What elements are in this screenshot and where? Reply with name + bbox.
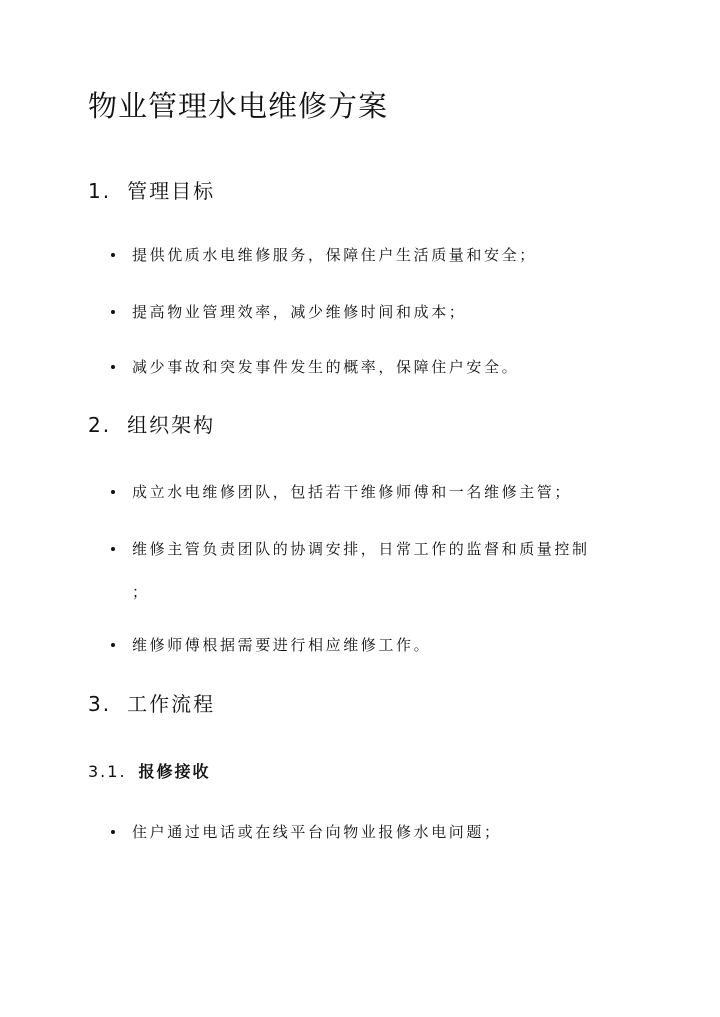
- list-item: [0, 243, 720, 267]
- section-heading-1: [88, 178, 215, 204]
- section-title: 管理目标: [127, 179, 216, 203]
- subsection-number: 3.1.: [88, 762, 127, 781]
- section-number: 2.: [88, 413, 112, 437]
- list-item-continuation: ；: [132, 583, 148, 601]
- list-item-text: 提高物业管理效率，减少维修时间和成本；: [132, 303, 467, 321]
- document-title: 物业管理水电维修方案: [88, 89, 389, 123]
- list-item: [0, 633, 720, 657]
- bullet-icon: [111, 365, 115, 369]
- section-heading-2: [88, 412, 215, 438]
- list-item: [0, 820, 720, 844]
- bullet-icon: [111, 830, 115, 834]
- section-number: 1.: [88, 179, 112, 203]
- bullet-icon: [111, 310, 115, 314]
- bullet-icon: [111, 253, 115, 257]
- subsection-heading-3-1: [88, 761, 211, 783]
- list-item-text: 住户通过电话或在线平台向物业报修水电问题；: [132, 823, 502, 841]
- section-number: 3.: [88, 692, 112, 716]
- list-item: [0, 480, 720, 504]
- subsection-title: 报修接收: [138, 762, 211, 781]
- bullet-icon: [111, 643, 115, 647]
- list-item: [0, 537, 720, 561]
- list-item-text: 成立水电维修团队，包括若干维修师傅和一名维修主管；: [132, 483, 573, 501]
- bullet-icon: [111, 547, 115, 551]
- bullet-icon: [111, 490, 115, 494]
- list-item: [0, 355, 720, 379]
- section-title: 工作流程: [127, 692, 216, 716]
- list-item-text: 减少事故和突发事件发生的概率，保障住户安全。: [132, 358, 520, 376]
- section-heading-3: [88, 691, 215, 717]
- list-item-text: 提供优质水电维修服务，保障住户生活质量和安全；: [132, 246, 537, 264]
- list-item: [0, 300, 720, 324]
- section-title: 组织架构: [127, 413, 216, 437]
- list-item-text: 维修主管负责团队的协调安排，日常工作的监督和质量控制: [132, 540, 590, 558]
- list-item-text: 维修师傅根据需要进行相应维修工作。: [132, 636, 432, 654]
